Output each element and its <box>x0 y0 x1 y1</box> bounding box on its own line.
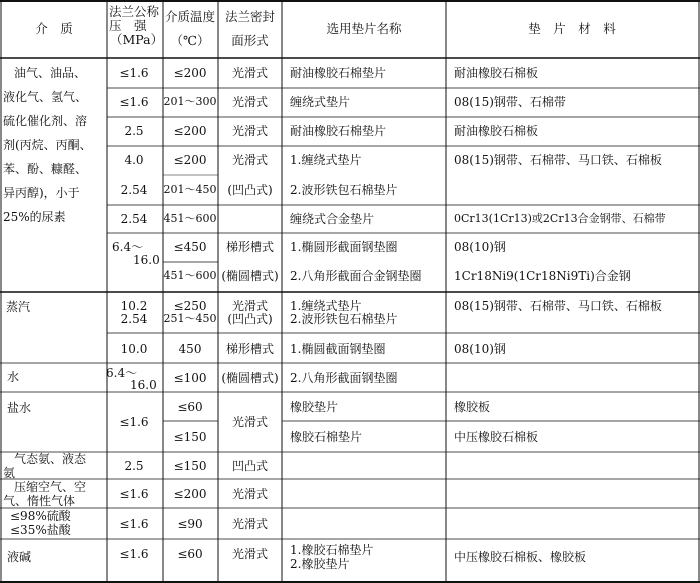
pressure-cell: 10.0 <box>120 342 148 356</box>
gasket-cell: 2.波形铁包石棉垫片 <box>290 312 398 326</box>
gasket-cell: 1.缠绕式垫片 <box>290 299 362 313</box>
face-cell: 光滑式 <box>231 487 269 501</box>
gasket-cell: 缠绕式垫片 <box>290 95 351 109</box>
gasket-cell: 缠绕式合金垫片 <box>290 212 375 226</box>
pressure-cell: 6.4～ <box>106 366 138 380</box>
temperature-cell: 251～450 <box>163 312 217 325</box>
temperature-cell: ≤200 <box>173 66 207 80</box>
temperature-cell: 450 <box>178 342 202 356</box>
face-cell: 光滑式 <box>231 66 269 80</box>
material-cell: 08(15)钢带、石棉带 <box>454 95 566 109</box>
medium-oil-line2: 液化气、氢气、 <box>3 90 88 104</box>
header-gasket: 选用垫片名称 <box>326 21 402 36</box>
material-cell: 耐油橡胶石棉板 <box>454 66 539 80</box>
medium-acid-line2: ≤35%盐酸 <box>10 523 71 537</box>
gasket-cell: 1.橡胶石棉垫片 <box>290 543 374 557</box>
medium-oil-line4: 剂(丙烷、丙酮、 <box>3 138 92 152</box>
gasket-cell: 2.橡胶垫片 <box>290 557 350 571</box>
pressure-cell: 2.54 <box>120 183 148 197</box>
face-cell: 光滑式 <box>231 547 269 561</box>
header-temperature-line2: （℃） <box>170 33 210 48</box>
face-cell: 光滑式 <box>231 124 269 138</box>
gasket-cell: 1.椭圆形截面钢垫圈 <box>290 240 398 254</box>
material-cell: 08(10)钢 <box>454 342 506 356</box>
gasket-cell: 耐油橡胶石棉垫片 <box>290 124 387 138</box>
pressure-cell: ≤1.6 <box>119 415 149 429</box>
temperature-cell: ≤90 <box>177 517 203 531</box>
gasket-cell: 2.八角形截面钢垫圈 <box>290 371 398 385</box>
temperature-cell: ≤100 <box>173 371 207 385</box>
material-cell: 0Cr13(1Cr13)或2Cr13合金钢带、石棉带 <box>454 212 666 225</box>
pressure-cell: ≤1.6 <box>119 517 149 531</box>
temperature-cell: 201～450 <box>163 183 217 196</box>
material-cell: 中压橡胶石棉板、橡胶板 <box>454 550 587 564</box>
pressure-cell: ≤1.6 <box>119 547 149 561</box>
temperature-cell: 451～600 <box>163 269 217 282</box>
temperature-cell: ≤60 <box>177 547 203 561</box>
medium-oil-line6: 异丙醇)，小于 <box>3 186 80 200</box>
pressure-cell: 16.0 <box>133 253 160 267</box>
pressure-cell: 10.2 <box>120 299 148 313</box>
face-cell: (椭圆槽式) <box>221 269 279 283</box>
gasket-cell: 1.缠绕式垫片 <box>290 153 362 167</box>
temperature-cell: ≤450 <box>173 240 207 254</box>
face-cell: 光滑式 <box>231 299 269 313</box>
gasket-cell: 2.波形铁包石棉垫片 <box>290 183 398 197</box>
pressure-cell: 4.0 <box>124 153 144 167</box>
face-cell: 梯形槽式 <box>225 342 275 356</box>
pressure-cell: 2.5 <box>124 459 144 473</box>
face-cell: 光滑式 <box>231 415 269 429</box>
temperature-cell: ≤250 <box>173 299 207 313</box>
material-cell: 08(15)钢带、石棉带、马口铁、石棉板 <box>454 153 662 167</box>
medium-oil-line1: 油气、油品、 <box>14 66 87 80</box>
face-cell: 光滑式 <box>231 517 269 531</box>
medium-alkali: 液碱 <box>7 550 32 564</box>
pressure-cell: ≤1.6 <box>119 66 149 80</box>
pressure-cell: ≤1.6 <box>119 487 149 501</box>
header-face-line1: 法兰密封 <box>224 9 276 24</box>
face-cell: (凹凸式) <box>227 183 273 197</box>
medium-oil-line3: 硫化催化剂、溶 <box>3 114 88 128</box>
temperature-cell: ≤200 <box>173 124 207 138</box>
face-cell: 梯形槽式 <box>225 240 275 254</box>
material-cell: 耐油橡胶石棉板 <box>454 124 539 138</box>
face-cell: (椭圆槽式) <box>221 371 279 385</box>
medium-steam: 蒸汽 <box>6 300 31 314</box>
temperature-cell: ≤150 <box>173 459 207 473</box>
face-cell: 凹凸式 <box>231 459 269 473</box>
face-cell: 光滑式 <box>231 153 269 167</box>
medium-ammonia-line2: 氨 <box>3 466 16 480</box>
pressure-cell: 6.4～ <box>112 240 144 254</box>
header-face-line2: 面形式 <box>231 33 269 48</box>
medium-ammonia-line1: 气态氨、液态 <box>14 452 87 466</box>
pressure-cell: 16.0 <box>130 378 157 392</box>
temperature-cell: ≤150 <box>173 430 207 444</box>
medium-oil-line5: 苯、酚、糠醛、 <box>3 162 88 176</box>
header-medium: 介 质 <box>35 21 73 36</box>
pressure-cell: 2.54 <box>120 312 148 326</box>
face-cell: 光滑式 <box>231 95 269 109</box>
material-cell: 08(10)钢 <box>454 240 506 254</box>
face-cell: (凹凸式) <box>227 312 273 326</box>
temperature-cell: 451～600 <box>163 212 217 225</box>
medium-brine: 盐水 <box>7 401 32 415</box>
gasket-cell: 橡胶石棉垫片 <box>290 430 363 444</box>
gasket-cell: 橡胶垫片 <box>290 400 339 414</box>
pressure-cell: ≤1.6 <box>119 95 149 109</box>
gasket-cell: 耐油橡胶石棉垫片 <box>290 66 387 80</box>
temperature-cell: ≤60 <box>177 400 203 414</box>
gasket-cell: 2.八角形截面合金钢垫圈 <box>290 269 422 283</box>
header-temperature-line1: 介质温度 <box>164 9 216 24</box>
temperature-cell: 201～300 <box>163 95 217 108</box>
header-pressure-line2: 压 强 <box>109 18 147 33</box>
material-cell: 橡胶板 <box>454 400 491 414</box>
medium-water: 水 <box>7 370 20 384</box>
material-cell: 1Cr18Ni9(1Cr18Ni9Ti)合金钢 <box>454 269 631 283</box>
header-pressure-line3: （MPa） <box>110 32 164 47</box>
medium-air-line1: 压缩空气、空 <box>14 480 87 494</box>
material-cell: 08(15)钢带、石棉带、马口铁、石棉板 <box>454 299 662 313</box>
pressure-cell: 2.54 <box>120 212 148 226</box>
medium-acid-line1: ≤98%硫酸 <box>10 509 71 523</box>
gasket-cell: 1.椭圆截面钢垫圈 <box>290 342 386 356</box>
material-cell: 中压橡胶石棉板 <box>454 430 539 444</box>
header-material: 垫 片 材 料 <box>528 21 616 36</box>
medium-oil-line7: 25%的尿素 <box>3 210 66 224</box>
temperature-cell: ≤200 <box>173 487 207 501</box>
temperature-cell: ≤200 <box>173 153 207 167</box>
medium-air-line2: 气、惰性气体 <box>3 494 76 508</box>
pressure-cell: 2.5 <box>124 124 144 138</box>
header-pressure-line1: 法兰公称 <box>109 4 160 19</box>
